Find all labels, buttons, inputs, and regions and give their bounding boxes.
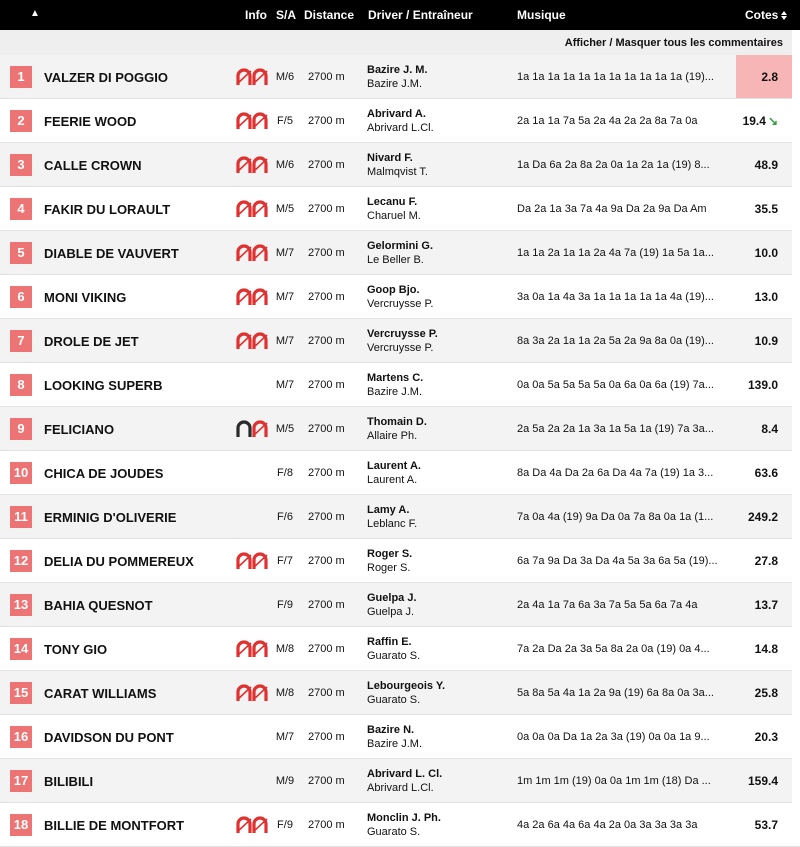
runner-name[interactable]: LOOKING SUPERB [44,378,163,393]
runner-distance: 2700 m [308,511,345,523]
column-cotes-label: Cotes [745,8,779,22]
table-row[interactable] [0,55,800,99]
runner-sex-age: M/7 [275,379,295,391]
runner-distance: 2700 m [308,731,345,743]
runner-distance: 2700 m [308,555,345,567]
runner-sex-age: F/6 [277,511,293,523]
runner-odds-cell [736,407,792,450]
horseshoe-icon [236,331,268,351]
table-row[interactable] [0,671,800,715]
runner-driver[interactable]: Bazire N. [367,724,415,736]
runner-trainer[interactable]: Guarato S. [367,826,421,838]
runner-driver[interactable]: Nivard F. [367,152,413,164]
runner-driver[interactable]: Abrivard L. Cl. [367,768,443,780]
runner-name[interactable]: DELIA DU POMMEREUX [44,554,194,569]
table-row[interactable] [0,231,800,275]
table-row[interactable] [0,143,800,187]
runner-number-badge: 10 [10,462,32,484]
runner-musique: 1a Da 6a 2a 8a 2a 0a 1a 2a 1a (19) 8... [517,159,710,171]
runner-musique: 5a 8a 5a 4a 1a 2a 9a (19) 6a 8a 0a 3a... [517,687,714,699]
runner-number-badge: 4 [10,198,32,220]
runner-odds-value: 14.8 [754,642,778,656]
runner-trainer[interactable]: Charuel M. [367,210,421,222]
runner-musique: 8a 3a 2a 1a 1a 2a 5a 2a 9a 8a 0a (19)... [517,335,714,347]
table-row[interactable] [0,715,800,759]
runner-odds-value: 2.8 [761,70,778,84]
runner-number-badge: 9 [10,418,32,440]
runner-driver[interactable]: Gelormini G. [367,240,434,252]
runner-odds-cell [736,759,792,802]
runner-sex-age: M/8 [275,643,295,655]
runner-musique: 7a 0a 4a (19) 9a Da 0a 7a 8a 0a 1a (1... [517,511,714,523]
table-row[interactable] [0,495,800,539]
column-cotes[interactable] [745,8,787,22]
runner-driver[interactable]: Abrivard A. [367,108,426,120]
runner-trainer[interactable]: Guarato S. [367,694,421,706]
runner-odds [761,422,778,436]
runner-name[interactable]: DROLE DE JET [44,334,139,349]
runner-distance: 2700 m [308,115,345,127]
runner-driver[interactable]: Goop Bjo. [367,284,420,296]
runner-name[interactable]: VALZER DI POGGIO [44,70,168,85]
runner-driver[interactable]: Laurent A. [367,460,421,472]
runner-distance: 2700 m [308,819,345,831]
runner-musique: 0a 0a 5a 5a 5a 5a 0a 6a 0a 6a (19) 7a... [517,379,714,391]
runner-sex-age: F/5 [277,115,293,127]
horseshoe-icon [236,199,268,219]
runner-trainer[interactable]: Guelpa J. [367,606,415,618]
runner-odds [755,730,778,744]
runner-number-badge: 16 [10,726,32,748]
runner-musique: 6a 7a 9a Da 3a Da 4a 5a 3a 6a 5a (19)... [517,555,718,567]
runner-trainer[interactable]: Laurent A. [367,474,418,486]
table-row[interactable] [0,275,800,319]
runner-odds-value: 63.6 [754,466,778,480]
runner-number-badge: 7 [10,330,32,352]
runner-odds-cell [736,363,792,406]
table-row[interactable] [0,319,800,363]
horseshoe-icon [236,815,268,835]
runner-odds-value: 27.8 [754,554,778,568]
table-row[interactable] [0,363,800,407]
runner-odds-cell [736,627,792,670]
horseshoe-icon [236,287,268,307]
runner-distance: 2700 m [308,247,345,259]
runner-trainer[interactable]: Allaire Ph. [367,430,418,442]
runner-sex-age: F/9 [277,599,293,611]
runner-sex-age: M/7 [275,731,295,743]
runner-name[interactable]: DAVIDSON DU PONT [44,730,174,745]
column-driver[interactable]: Driver / Entraîneur [368,8,473,22]
table-row[interactable] [0,759,800,803]
runner-distance: 2700 m [308,643,345,655]
runner-number-badge: 3 [10,154,32,176]
runner-sex-age: F/7 [277,555,293,567]
horseshoe-icon [236,155,268,175]
runner-odds-cell [736,715,792,758]
page-edge [792,30,800,844]
runner-driver[interactable]: Lamy A. [367,504,410,516]
runner-distance: 2700 m [308,423,345,435]
runner-odds [755,466,778,480]
runner-sex-age: F/8 [277,467,293,479]
sort-updown-icon[interactable] [781,11,787,20]
runner-musique: 4a 2a 6a 4a 6a 4a 2a 0a 3a 3a 3a 3a [517,819,698,831]
runner-name[interactable]: CHICA DE JOUDES [44,466,164,481]
runner-distance: 2700 m [308,203,345,215]
runner-odds-cell [736,231,792,274]
runner-odds-value: 13.7 [754,598,778,612]
runner-name[interactable]: MONI VIKING [44,290,127,305]
runner-musique: 1m 1m 1m (19) 0a 0a 1m 1m (18) Da ... [517,775,711,787]
runner-trainer[interactable]: Bazire J.M. [367,386,423,398]
column-distance[interactable]: Distance [304,8,355,22]
runner-odds [755,554,778,568]
runner-sex-age: M/5 [275,203,295,215]
runner-number-badge: 11 [10,506,32,528]
runner-trainer[interactable]: Abrivard L.Cl. [367,782,434,794]
runner-driver[interactable]: Roger S. [367,548,413,560]
runner-number-badge: 18 [10,814,32,836]
table-row[interactable] [0,187,800,231]
runner-odds-cell [736,495,792,538]
runner-sex-age: F/9 [277,819,293,831]
horseshoe-icon [236,111,268,131]
runner-odds-value: 249.2 [747,510,778,524]
runner-driver[interactable]: Guelpa J. [367,592,417,604]
runner-musique: Da 2a 1a 3a 7a 4a 9a Da 2a 9a Da Am [517,203,707,215]
runner-odds-cell [736,451,792,494]
runner-sex-age: M/7 [275,247,295,259]
runner-sex-age: M/8 [275,687,295,699]
runner-odds-cell [736,275,792,318]
runner-number-badge: 6 [10,286,32,308]
table-row[interactable] [0,451,800,495]
runner-odds-value: 48.9 [754,158,778,172]
runner-name[interactable]: DIABLE DE VAUVERT [44,246,179,261]
runner-musique: 2a 1a 1a 7a 5a 2a 4a 2a 2a 8a 7a 0a [517,115,698,127]
runner-trainer[interactable]: Vercruysse P. [367,298,434,310]
runner-driver[interactable]: Martens C. [367,372,424,384]
runner-name[interactable]: CALLE CROWN [44,158,142,173]
runner-odds [755,158,778,172]
runner-name[interactable]: BILIBILI [44,774,94,789]
runner-distance: 2700 m [308,291,345,303]
runner-number-badge: 13 [10,594,32,616]
runner-distance: 2700 m [308,71,345,83]
runner-distance: 2700 m [308,335,345,347]
table-header [0,0,800,30]
runner-driver[interactable]: Lebourgeois Y. [367,680,446,692]
runner-odds-value: 10.0 [754,246,778,260]
runner-sex-age: M/5 [275,423,295,435]
column-sa[interactable]: S/A [276,8,297,22]
runner-name[interactable]: TONY GIO [44,642,108,657]
runner-musique: 8a Da 4a Da 2a 6a Da 4a 7a (19) 1a 3... [517,467,714,479]
table-row[interactable] [0,627,800,671]
runner-trainer[interactable]: Malmqvist T. [367,166,428,178]
runner-distance: 2700 m [308,775,345,787]
runner-trainer[interactable]: Vercruysse P. [367,342,434,354]
horseshoe-icon [236,67,268,87]
runner-odds [748,510,778,524]
runner-distance: 2700 m [308,467,345,479]
runner-distance: 2700 m [308,159,345,171]
runner-odds-value: 53.7 [754,818,778,832]
runner-odds [748,378,778,392]
runner-odds-value: 8.4 [761,422,778,436]
runner-trainer[interactable]: Bazire J.M. [367,738,423,750]
runner-trainer[interactable]: Roger S. [367,562,411,574]
runner-odds-cell [736,143,792,186]
runner-odds [755,598,778,612]
runner-name[interactable]: BILLIE DE MONTFORT [44,818,185,833]
runner-driver[interactable]: Lecanu F. [367,196,418,208]
runner-trainer[interactable]: Guarato S. [367,650,421,662]
runner-odds [755,334,778,348]
trend-down-arrow-icon: ↘ [767,114,778,128]
runner-odds-cell [736,671,792,714]
runner-driver[interactable]: Monclin J. Ph. [367,812,441,824]
runner-name[interactable]: FELICIANO [44,422,115,437]
runner-odds-value: 13.0 [754,290,778,304]
runner-odds-cell [736,55,792,98]
column-info: Info [245,8,267,22]
runner-odds-cell [736,583,792,626]
runner-musique: 1a 1a 2a 1a 1a 2a 4a 7a (19) 1a 5a 1a... [517,247,714,259]
runner-trainer[interactable]: Leblanc F. [367,518,418,530]
table-row[interactable] [0,407,800,451]
runner-name[interactable]: FAKIR DU LORAULT [44,202,171,217]
runner-odds-value: 139.0 [747,378,778,392]
runner-odds-cell [736,99,792,142]
runner-sex-age: M/6 [275,71,295,83]
runner-number-badge: 5 [10,242,32,264]
runner-musique: 0a 0a 0a Da 1a 2a 3a (19) 0a 0a 1a 9... [517,731,710,743]
runners-table [0,55,800,847]
runner-odds-cell [736,539,792,582]
runner-sex-age: M/9 [275,775,295,787]
table-row[interactable] [0,583,800,627]
runner-odds-cell [736,319,792,362]
runner-musique: 1a 1a 1a 1a 1a 1a 1a 1a 1a 1a 1a (19)... [517,71,714,83]
runner-number-badge: 14 [10,638,32,660]
runner-distance: 2700 m [308,599,345,611]
runner-number-badge: 17 [10,770,32,792]
runner-odds-value: 159.4 [747,774,778,788]
runner-driver[interactable]: Bazire J. M. [367,64,428,76]
table-row[interactable] [0,99,800,143]
runner-odds-value: 19.4 [742,114,766,128]
runner-trainer[interactable]: Bazire J.M. [367,78,423,90]
horseshoe-icon [236,243,268,263]
runner-odds [755,818,778,832]
runner-number-badge: 12 [10,550,32,572]
column-musique: Musique [517,8,566,22]
runner-odds [755,686,778,700]
table-row[interactable] [0,803,800,847]
runner-odds [755,246,778,260]
horseshoe-icon [236,419,268,439]
runner-driver[interactable]: Raffin E. [367,636,412,648]
runner-number-badge: 1 [10,66,32,88]
runner-musique: 2a 5a 2a 2a 1a 3a 1a 5a 1a (19) 7a 3a... [517,423,714,435]
runner-driver[interactable]: Vercruysse P. [367,328,438,340]
runner-trainer[interactable]: Le Beller B. [367,254,424,266]
runner-musique: 2a 4a 1a 7a 6a 3a 7a 5a 5a 6a 7a 4a [517,599,698,611]
runner-sex-age: M/7 [275,335,295,347]
runner-number-badge: 2 [10,110,32,132]
runner-odds-cell [736,803,792,846]
horseshoe-icon [236,683,268,703]
runner-distance: 2700 m [308,379,345,391]
runner-odds [761,70,778,84]
runner-name[interactable]: ERMINIG D'OLIVERIE [44,510,177,525]
runner-odds-value: 25.8 [754,686,778,700]
runner-odds-value: 10.9 [754,334,778,348]
comments-toggle-bar [0,30,800,55]
runner-musique: 7a 2a Da 2a 3a 5a 8a 2a 0a (19) 0a 4... [517,643,710,655]
toggle-comments-link[interactable]: Afficher / Masquer tous les commentaires [564,37,783,49]
runner-odds-value: 20.3 [754,730,778,744]
runner-trainer[interactable]: Abrivard L.Cl. [367,122,434,134]
horseshoe-icon [236,639,268,659]
horseshoe-icon [236,551,268,571]
runner-odds [743,114,778,128]
runner-sex-age: M/7 [275,291,295,303]
runner-musique: 3a 0a 1a 4a 3a 1a 1a 1a 1a 1a 4a (19)... [517,291,714,303]
runner-number-badge: 8 [10,374,32,396]
runner-sex-age: M/6 [275,159,295,171]
sort-arrow-icon[interactable]: ▲ [30,8,40,19]
runner-number-badge: 15 [10,682,32,704]
runner-name[interactable]: CARAT WILLIAMS [44,686,157,701]
runner-name[interactable]: FEERIE WOOD [44,114,137,129]
runner-name[interactable]: BAHIA QUESNOT [44,598,153,613]
runner-odds-cell [736,187,792,230]
runner-odds [748,774,778,788]
runner-driver[interactable]: Thomain D. [367,416,427,428]
runner-distance: 2700 m [308,687,345,699]
runner-odds [755,202,778,216]
runner-odds [755,642,778,656]
runner-odds-value: 35.5 [754,202,778,216]
runner-odds [755,290,778,304]
table-row[interactable] [0,539,800,583]
